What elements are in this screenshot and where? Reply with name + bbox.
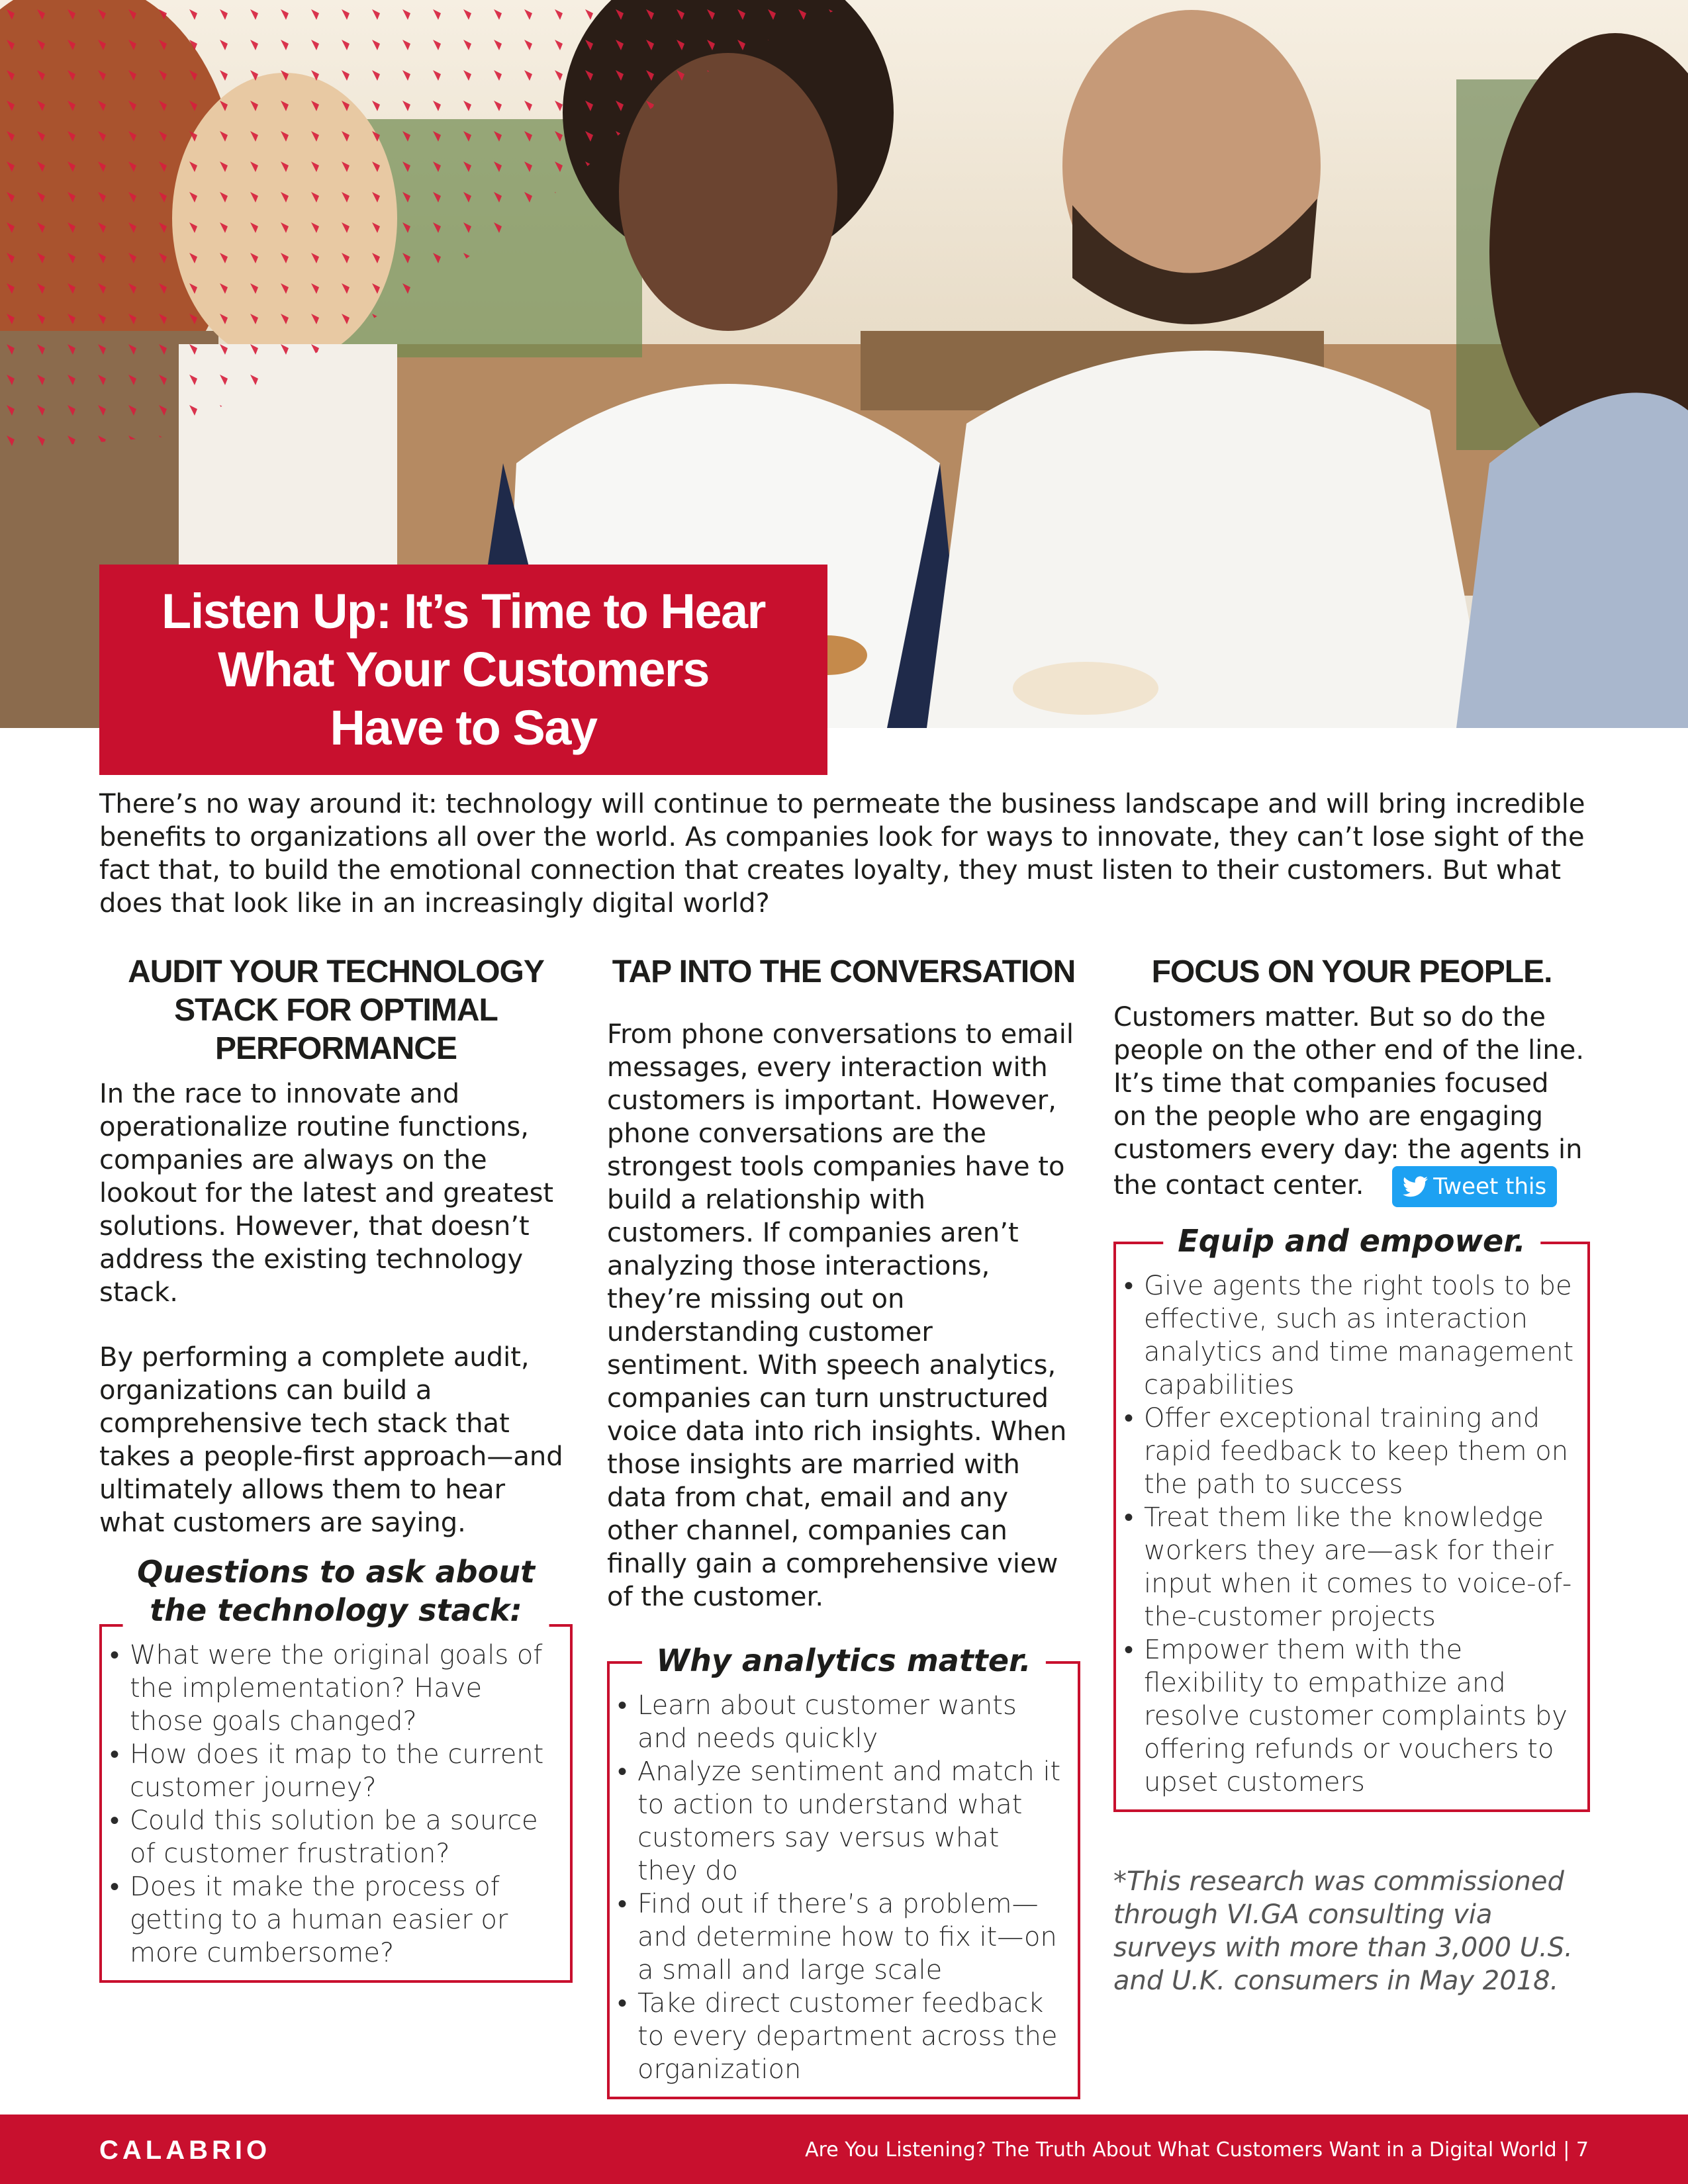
list-item: • Analyze sentiment and match it to action to understand what customers say versus what they do bbox=[618, 1755, 1066, 1888]
audit-paragraph-2: By performing a complete audit, organizations can build a comprehensive tech stack that takes a people-first approach—and ultimately allows them to hear what customers are saying. bbox=[99, 1342, 563, 1538]
questions-list bbox=[110, 1639, 558, 1970]
analytics-list bbox=[618, 1689, 1066, 2086]
footer-page-info: Are You Listening? The Truth About What Customers Want in a Digital World | 7 bbox=[805, 2138, 1589, 2161]
list-item: • Take direct customer feedback to every department across the organization bbox=[618, 1987, 1066, 2086]
analytics-callout bbox=[607, 1643, 1080, 2099]
equip-callout-title: Equip and empower. bbox=[1163, 1222, 1540, 1260]
twitter-bird-icon bbox=[1403, 1176, 1428, 1197]
audit-heading: AUDIT YOUR TECHNOLOGY STACK FOR OPTIMAL PERFORMANCE bbox=[128, 954, 544, 1066]
list-item: • Does it make the process of getting to a human easier or more cumbersome? bbox=[110, 1870, 558, 1970]
people-paragraph bbox=[1113, 1001, 1590, 1207]
conversation-paragraph: From phone conversations to email messages, every interaction with customers is important. However, phone conversations are the strongest tools companies have to build a relationship with customers. If companies aren’t analyzing those interactions, they’re missing out on understanding customer sentiment. With speech analytics, companies can turn unstructured voice data into rich insights. When those insights are married with data from chat, email and any other channel, companies can finally gain a comprehensive view of the customer. bbox=[607, 1019, 1074, 1612]
tweet-this-label: Tweet this bbox=[1433, 1173, 1547, 1200]
title-line-1: Listen Up: It’s Time to Hear bbox=[162, 584, 765, 639]
people-paragraph-text: Customers matter. But so do the people on the other end of the line. It’s time that companies focused on the people who are engaging customers every day: the agents in the contact center. bbox=[1113, 1002, 1585, 1201]
tweet-this-button[interactable] bbox=[1392, 1166, 1557, 1207]
conversation-heading: TAP INTO THE CONVERSATION bbox=[612, 954, 1076, 989]
list-item: • Could this solution be a source of customer frustration? bbox=[110, 1804, 558, 1870]
research-footnote: *This research was commissioned through VI.GA consulting via surveys with more than 3,000 U.S. and U.K. consumers in May 2018. bbox=[1113, 1866, 1573, 1996]
questions-title-line-1: Questions to ask about bbox=[137, 1554, 535, 1590]
page-title bbox=[152, 582, 774, 757]
intro-paragraph: There’s no way around it: technology will continue to permeate the business landscape and will bring incredible benefits to organizations all over the world. As companies look for ways to innovate, they can’t lose sight of the fact that, to build the emotional connection that creates loyalty, they must listen to their customers. But what does that look like in an increasingly digital world? bbox=[99, 789, 1585, 919]
list-item: • Learn about customer wants and needs quickly bbox=[618, 1689, 1066, 1755]
questions-callout bbox=[99, 1554, 573, 1983]
column-people bbox=[1113, 953, 1590, 1997]
title-line-2: What Your Customers bbox=[218, 642, 709, 697]
list-item: • Find out if there’s a problem—and determine how to fix it—on a small and large scale bbox=[618, 1888, 1066, 1987]
audit-paragraph-1: In the race to innovate and operationalize routine functions, companies are always on the lookout for the latest and greatest solutions. However, that doesn’t address the existing technology stack. bbox=[99, 1079, 554, 1308]
list-item: • Empower them with the flexibility to empathize and resolve customer complaints by offering refunds or vouchers to upset customers bbox=[1124, 1633, 1575, 1799]
equip-callout bbox=[1113, 1223, 1590, 1812]
column-conversation bbox=[607, 953, 1080, 2099]
questions-callout-title bbox=[122, 1553, 549, 1629]
list-item: • Give agents the right tools to be effective, such as interaction analytics and time management capabilities bbox=[1124, 1269, 1575, 1402]
calabrio-logo: CALABRIO bbox=[99, 2136, 271, 2165]
title-banner bbox=[99, 565, 827, 775]
list-item: • How does it map to the current customer journey? bbox=[110, 1738, 558, 1804]
page-footer bbox=[0, 2115, 1688, 2184]
questions-title-line-2: the technology stack: bbox=[150, 1592, 522, 1628]
equip-list bbox=[1124, 1269, 1575, 1799]
list-item: • What were the original goals of the implementation? Have those goals changed? bbox=[110, 1639, 558, 1738]
column-audit bbox=[99, 953, 573, 1983]
title-line-3: Have to Say bbox=[330, 700, 597, 755]
people-heading: FOCUS ON YOUR PEOPLE. bbox=[1151, 954, 1552, 989]
analytics-callout-title: Why analytics matter. bbox=[641, 1641, 1045, 1680]
list-item: • Treat them like the knowledge workers they are—ask for their input when it comes to voice-of-the-customer projects bbox=[1124, 1501, 1575, 1633]
list-item: • Offer exceptional training and rapid feedback to keep them on the path to success bbox=[1124, 1402, 1575, 1501]
